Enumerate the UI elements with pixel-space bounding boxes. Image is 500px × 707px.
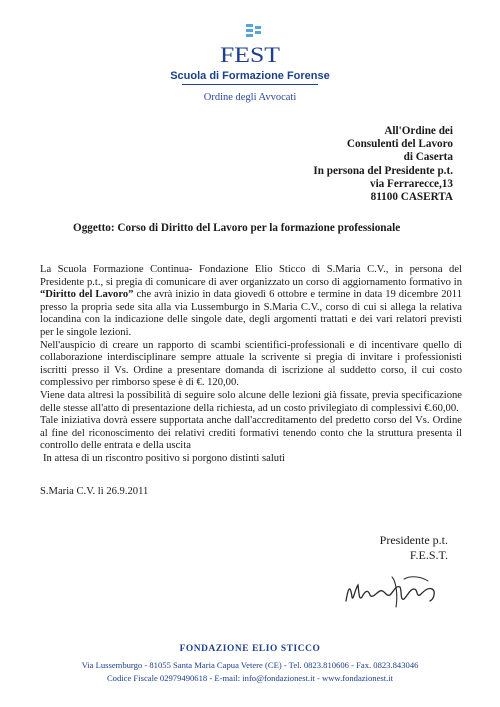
body-paragraph-2: Nell'auspicio di creare un rapporto di scambi scientifici-professionali e di incentivare quello di collaborazione interdisciplinare sempre attuale la scrivente si pregia di invitare i professionisti iscritti presso il Vs. Ordine a presentare domanda di iscrizione al suddetto corso, il cui costo complessivo per rimborso spese è di €. 120,00. [40, 339, 462, 389]
subject-line: Oggetto: Corso di Diritto del Lavoro per la formazione professionale [73, 222, 401, 234]
body-text: La Scuola Formazione Continua- Fondazione Elio Sticco di S.Maria C.V., in persona del Presidente p.t., si pregia di comunicare di aver organizzato un corso di aggiornamento formativo in [40, 264, 462, 288]
place-date: S.Maria C.V. lì 26.9.2011 [40, 486, 149, 497]
recipient-address [253, 125, 453, 204]
body-text: che avrà inizio in data giovedì 6 ottobre e termine in data 19 dicembre 2011 presso la propria sede sita alla via Lussemburgo in S.Maria C.V., corso di cui si allega la relativa locandina con la indicazione delle singole date, degli argomenti trattati e dei vari relatori previsti per le singole lezioni. [40, 289, 462, 338]
body-paragraph-4: Tale iniziativa dovrà essere supportata anche dall'accreditamento del predetto corso del Vs. Ordine al fine del riconoscimento dei relativi crediti formativi tenendo conto che la struttura presenta il controllo delle entrata e della uscita [40, 415, 462, 452]
body-paragraph-5: In attesa di un riscontro positivo si porgono distinti saluti [43, 452, 285, 464]
logo-wordmark: FEST [220, 42, 281, 67]
fest-logo-icon [218, 22, 282, 70]
footer-address: Via Lussemburgo - 81055 Santa Maria Capua Vetere (CE) - Tel. 0823.810606 - Fax. 0823.843046 [81, 660, 419, 670]
footer-foundation-name: FONDAZIONE ELIO STICCO [179, 644, 321, 654]
school-name: Scuola di Formazione Forense [170, 70, 330, 82]
recipient-line: All'Ordine dei [384, 125, 453, 137]
order-name: Ordine degli Avvocati [203, 92, 297, 103]
signer-block [380, 533, 448, 563]
letter-body [40, 264, 462, 466]
recipient-line: di Caserta [403, 151, 453, 164]
recipient-line: via Ferrarecce,13 [369, 177, 453, 190]
handwritten-signature-icon [342, 571, 440, 611]
recipient-line: In persona del Presidente p.t. [313, 164, 453, 177]
recipient-line: Consulenti del Lavoro [346, 138, 453, 151]
recipient-line: 81100 CASERTA [370, 191, 453, 204]
signer-title: Presidente p.t. [379, 533, 448, 547]
body-paragraph-3: Viene data altresì la possibilità di seguire solo alcune delle lezioni già fissate, previa specificazione delle stesse all'atto di presentazione della richiesta, ad un costo privilegiato di complessivi €.60,00. [40, 389, 462, 414]
signer-org: F.E.S.T. [409, 548, 448, 562]
footer-contacts: Codice Fiscale 02979490618 - E-mail: info@fondazionest.it - www.fondazionest.it [106, 673, 394, 683]
header-divider [182, 84, 318, 85]
body-paragraph-1 [40, 264, 462, 340]
course-name: “Diritto del Lavoro” [40, 289, 134, 301]
